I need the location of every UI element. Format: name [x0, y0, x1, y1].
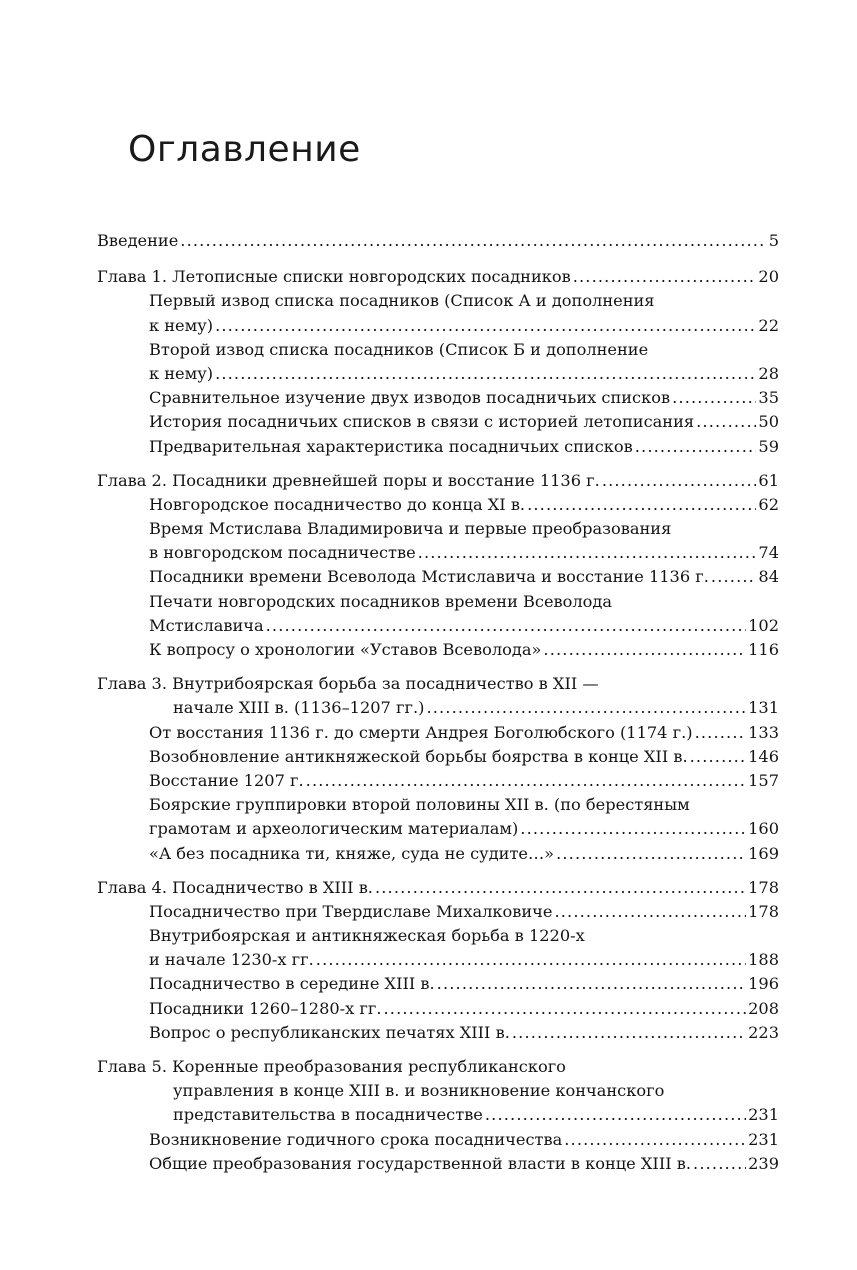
entry-title-line: Посадники времени Всеволода Мстиславича и восстание 1136 г.: [149, 567, 709, 587]
entry-title-line: Посадничество в середине XIII в.: [149, 974, 435, 994]
dot-leader: [426, 696, 746, 720]
page-number: 28: [758, 363, 779, 383]
page-number: 131: [748, 698, 779, 718]
entry-title-line: Возобновление антикняжеской борьбы боярства в конце XII в.: [149, 746, 688, 766]
page-number: 178: [748, 901, 779, 921]
entry-title-line: в новгородском посадничестве: [149, 543, 416, 563]
entry-title-line: «А без посадника ти, княже, суда не судите…»: [149, 843, 555, 863]
dot-leader: [485, 1103, 746, 1127]
entry-title-line: История посадничьих списков в связи с историей летописания: [149, 412, 695, 432]
dot-leader: [543, 638, 746, 662]
entry-title-line: представительства в посадничестве: [173, 1105, 483, 1125]
page-number: 160: [748, 819, 779, 839]
entry-title-line: и начале 1230-х гг.: [149, 950, 314, 970]
dot-leader: [690, 745, 746, 769]
toc-chapter-5: [97, 1055, 779, 1176]
toc-entry-section[interactable]: [97, 386, 779, 410]
dot-leader: [215, 362, 756, 386]
dot-leader: [375, 876, 746, 900]
entry-title-line: Мстиславича: [149, 615, 264, 635]
entry-title-line: Посадники 1260–1280-х гг.: [149, 998, 382, 1018]
page-number: 157: [748, 770, 779, 790]
toc-entry-section[interactable]: [97, 493, 779, 517]
entry-title-line: Первый извод списка посадников (Список А и дополнения: [149, 291, 655, 311]
entry-title-line: От восстания 1136 г. до смерти Андрея Боголюбского (1174 г.): [149, 722, 693, 742]
page-number: 231: [748, 1129, 779, 1149]
page-number: 188: [748, 950, 779, 970]
dot-leader: [520, 817, 746, 841]
entry-title-line: Глава 2. Посадники древнейшей поры и восстание 1136 г.: [97, 470, 600, 490]
dot-leader: [696, 410, 756, 434]
toc-chapter-4: [97, 876, 779, 1045]
toc-entry-section[interactable]: [97, 1152, 779, 1176]
entry-title-line: Глава 1. Летописные списки новгородских посадников: [97, 267, 571, 287]
dot-leader: [306, 769, 746, 793]
dot-leader: [693, 1152, 746, 1176]
page-number: 102: [748, 615, 779, 635]
page-number: 196: [748, 974, 779, 994]
dot-leader: [316, 948, 746, 972]
page-number: 20: [758, 267, 779, 287]
toc-chapter-3: [97, 672, 779, 866]
toc-entry-section[interactable]: [97, 997, 779, 1021]
page-title: Оглавление: [128, 129, 361, 170]
toc-entry-section[interactable]: [97, 842, 779, 866]
page-number: 59: [758, 436, 779, 456]
toc-entry-chapter[interactable]: [97, 876, 779, 900]
toc-entry-section[interactable]: [97, 590, 779, 638]
dot-leader: [556, 842, 746, 866]
toc-entry-chapter[interactable]: [97, 672, 779, 720]
toc-entry-section[interactable]: [97, 1021, 779, 1045]
toc-entry-intro[interactable]: [97, 229, 779, 253]
dot-leader: [554, 900, 746, 924]
page-number: 208: [748, 998, 779, 1018]
entry-title-line: Посадничество при Твердиславе Михалковиче: [149, 901, 553, 921]
toc-entry-section[interactable]: [97, 517, 779, 565]
page-number: 146: [748, 746, 779, 766]
toc-entry-chapter[interactable]: [97, 1055, 779, 1128]
dot-leader: [384, 997, 747, 1021]
page-number: 239: [748, 1153, 779, 1173]
toc-entry-section[interactable]: [97, 638, 779, 662]
dot-leader: [635, 435, 757, 459]
toc-entry-section[interactable]: [97, 289, 779, 337]
entry-title-line: Боярские группировки второй половины XII в. (по берестяным: [149, 795, 690, 815]
toc-chapter-1: [97, 265, 779, 459]
entry-title-line: Внутрибоярская и антикняжеская борьба в 1220-х: [149, 926, 585, 946]
dot-leader: [180, 229, 766, 253]
toc-entry-section[interactable]: [97, 565, 779, 589]
entry-title-line: Восстание 1207 г.: [149, 770, 304, 790]
dot-leader: [564, 1128, 746, 1152]
entry-title-line: Предварительная характеристика посадничьих списков: [149, 436, 633, 456]
entry-title-line: Возникновение годичного срока посадничества: [149, 1129, 563, 1149]
toc-intro: [97, 229, 779, 253]
page-number: 61: [758, 470, 779, 490]
entry-title-line: Время Мстислава Владимировича и первые преобразования: [149, 519, 672, 539]
entry-title-line: Вопрос о республиканских печатях XIII в.: [149, 1022, 510, 1042]
entry-title-line: управления в конце XIII в. и возникновение кончанского: [173, 1081, 665, 1101]
entry-title-line: начале XIII в. (1136–1207 гг.): [173, 698, 425, 718]
toc-chapter-2: [97, 469, 779, 663]
page-number: 50: [758, 412, 779, 432]
page-number: 116: [748, 640, 779, 659]
toc-entry-chapter[interactable]: [97, 469, 779, 493]
entry-title-line: Новгородское посадничество до конца XI в.: [149, 494, 526, 514]
entry-title-line: грамотам и археологическим материалам): [149, 819, 519, 839]
page-number: 84: [758, 567, 779, 587]
dot-leader: [512, 1021, 746, 1045]
toc-entry-section[interactable]: [97, 769, 779, 793]
toc-entry-section[interactable]: [97, 924, 779, 972]
entry-title-line: Общие преобразования государственной власти в конце XIII в.: [149, 1153, 692, 1173]
entry-title-line: Глава 4. Посадничество в XIII в.: [97, 877, 373, 897]
dot-leader: [418, 541, 757, 565]
toc-entry-section[interactable]: [97, 972, 779, 996]
entry-title-line: к нему): [149, 363, 214, 383]
page-number: 231: [748, 1105, 779, 1125]
dot-leader: [602, 469, 757, 493]
page-number: 35: [758, 388, 779, 408]
table-of-contents: [97, 229, 779, 1186]
toc-entry-section[interactable]: [97, 410, 779, 434]
entry-title-line: К вопросу о хронологии «Уставов Всеволода»: [149, 640, 542, 659]
page-number: 22: [758, 315, 779, 335]
toc-entry-section[interactable]: [97, 900, 779, 924]
toc-entry-section[interactable]: [97, 338, 779, 386]
dot-leader: [672, 386, 756, 410]
toc-entry-chapter[interactable]: [97, 265, 779, 289]
page-number: 178: [748, 877, 779, 897]
entry-title-line: Глава 3. Внутрибоярская борьба за посадничество в XII —: [97, 674, 599, 694]
page-number: 223: [748, 1022, 779, 1042]
dot-leader: [215, 314, 756, 338]
dot-leader: [573, 265, 757, 289]
dot-leader: [711, 565, 756, 589]
entry-title-line: Второй извод списка посадников (Список Б и дополнение: [149, 339, 649, 359]
entry-title-line: к нему): [149, 315, 214, 335]
dot-leader: [527, 493, 756, 517]
dot-leader: [437, 972, 746, 996]
dot-leader: [266, 614, 746, 638]
entry-title-line: Печати новгородских посадников времени Всеволода: [149, 591, 613, 611]
page-number: 169: [748, 843, 779, 863]
entry-title: Введение: [97, 231, 179, 250]
toc-entry-section[interactable]: [97, 1128, 779, 1152]
page-number: 74: [758, 543, 779, 563]
page-number: 133: [748, 722, 779, 742]
toc-entry-section[interactable]: [97, 721, 779, 745]
entry-title-line: Сравнительное изучение двух изводов посадничьих списков: [149, 388, 671, 408]
toc-entry-section[interactable]: [97, 793, 779, 841]
page-number: 62: [758, 494, 779, 514]
toc-entry-section[interactable]: [97, 745, 779, 769]
entry-title-line: Глава 5. Коренные преобразования республиканского: [97, 1057, 566, 1076]
toc-entry-section[interactable]: [97, 435, 779, 459]
page-number: 5: [768, 231, 779, 250]
dot-leader: [695, 721, 747, 745]
